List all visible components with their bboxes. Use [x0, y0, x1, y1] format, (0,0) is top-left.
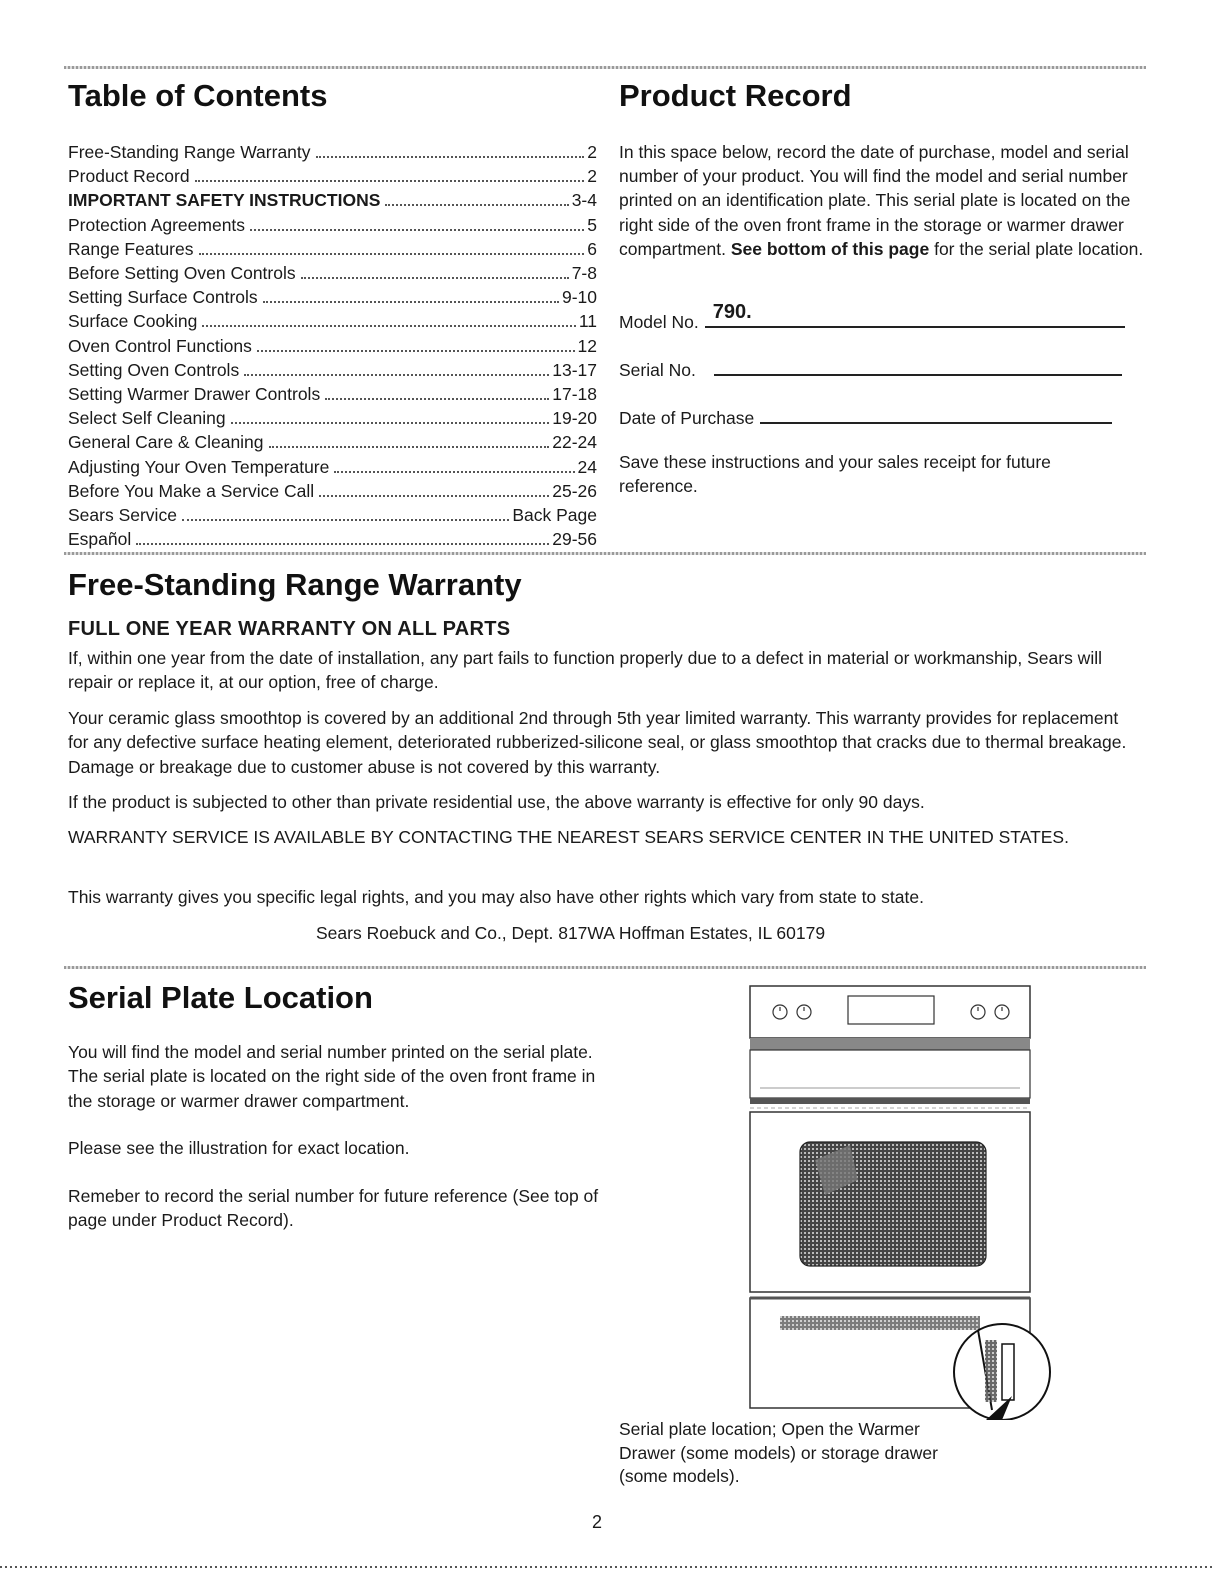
- toc-entry: [68, 406, 597, 430]
- toc-entry-label: Before Setting Oven Controls: [68, 263, 296, 284]
- top-rule: [64, 66, 1146, 69]
- toc-entry-label: General Care & Cleaning: [68, 432, 264, 453]
- serial-plate-paragraph-1: You will find the model and serial number printed on the serial plate. The serial plate is located on the right side of the oven front frame in the storage or warmer drawer compartment.: [68, 1042, 596, 1111]
- section-rule-2: [64, 966, 1146, 969]
- serial-number-line: [714, 354, 1122, 376]
- toc-entry-label: Setting Oven Controls: [68, 359, 240, 380]
- toc-entry: [68, 527, 597, 551]
- toc-leader-dots: [334, 471, 574, 473]
- save-instructions-note: Save these instructions and your sales receipt for future reference.: [619, 452, 1051, 497]
- toc-entry: [68, 479, 597, 503]
- toc-entry-page: 25-26: [552, 480, 597, 501]
- toc-entry-page: 29-56: [552, 529, 597, 550]
- toc-entry-label: IMPORTANT SAFETY INSTRUCTIONS: [68, 190, 381, 211]
- control-panel: [750, 986, 1030, 1038]
- toc-leader-dots: [316, 156, 585, 158]
- toc-entry-page: 5: [587, 214, 597, 235]
- toc-entry: [68, 213, 597, 237]
- toc-entry: [68, 455, 597, 479]
- toc-leader-dots: [385, 204, 568, 206]
- product-record-intro: In this space below, record the date of purchase, model and serial number of your product. You will find the model and serial number printed on an identification plate. This serial plate is located on the right side of the oven front frame in the storage or warmer drawer compartment. See bottom of this page for the serial plate location.: [619, 142, 1144, 259]
- bottom-rule: [0, 1566, 1213, 1568]
- toc-entry-page: 13-17: [552, 359, 597, 380]
- toc-leader-dots: [257, 350, 575, 352]
- serial-plate-caption: Serial plate location; Open the Warmer Drawer (some models) or storage drawer (some models).: [619, 1419, 938, 1486]
- toc-entry: [68, 430, 597, 454]
- toc-leader-dots: [202, 325, 575, 327]
- toc-entry: [68, 503, 597, 527]
- warranty-paragraph-3: If the product is subjected to other than private residential use, the above warranty is effective for only 90 days.: [68, 792, 925, 812]
- toc-entry-label: Español: [68, 529, 132, 550]
- toc-entry: [68, 358, 597, 382]
- toc-entry-label: Setting Surface Controls: [68, 287, 258, 308]
- model-number-line: [705, 301, 1125, 328]
- page-number: 2: [592, 1512, 603, 1532]
- toc-entry: [68, 309, 597, 333]
- toc-entry-label: Free-Standing Range Warranty: [68, 142, 311, 162]
- serial-plate-paragraph-3: Remeber to record the serial number for future reference (See top of page under Product Record).: [68, 1186, 599, 1231]
- toc-entry-page: 7-8: [571, 263, 597, 284]
- warranty-paragraph-5: This warranty gives you specific legal rights, and you may also have other rights which vary from state to state.: [68, 887, 924, 907]
- toc-entry: [68, 261, 597, 285]
- toc-entry-page: 12: [577, 335, 597, 356]
- toc-entry-page: 2: [587, 142, 597, 162]
- toc-leader-dots: [269, 446, 550, 448]
- toc-leader-dots: [319, 495, 549, 497]
- toc-leader-dots: [136, 543, 549, 545]
- toc-leader-dots: [301, 277, 569, 279]
- warranty-paragraph-2: Your ceramic glass smoothtop is covered by an additional 2nd through 5th year limited warranty. This warranty provides for replacement for any defective surface heating element, deteriorated rubberized-silicone seal, or glass smoothtop that cracks due to thermal breakage. Damage or breakage due to customer abuse is not covered by this warranty.: [68, 708, 1127, 777]
- toc-entry-label: Product Record: [68, 166, 190, 187]
- serial-number-label: Serial No.: [619, 360, 696, 380]
- range-illustration: [740, 980, 1060, 1420]
- toc-entry-page: 6: [587, 238, 597, 259]
- toc-entry-page: 3-4: [571, 190, 597, 211]
- model-number-field: [619, 301, 1125, 333]
- warranty-paragraph-4: WARRANTY SERVICE IS AVAILABLE BY CONTACTING THE NEAREST SEARS SERVICE CENTER IN THE UNITED STATES.: [68, 827, 1069, 847]
- date-of-purchase-label: Date of Purchase: [619, 408, 755, 428]
- toc-leader-dots: [195, 180, 585, 182]
- toc-leader-dots: [325, 398, 549, 400]
- model-number-value: 790.: [712, 301, 752, 323]
- toc-leader-dots: [199, 253, 585, 255]
- toc-entry-label: Surface Cooking: [68, 311, 198, 332]
- toc-entry: [68, 334, 597, 358]
- toc-leader-dots: [263, 301, 559, 303]
- serial-plate-paragraph-2: Please see the illustration for exact location.: [68, 1138, 410, 1158]
- toc-entry-label: Sears Service: [68, 505, 177, 526]
- toc-entry-label: Setting Warmer Drawer Controls: [68, 384, 321, 405]
- date-of-purchase-line: [760, 402, 1112, 424]
- toc-entry-label: Protection Agreements: [68, 214, 246, 235]
- serial-number-field: [619, 354, 1122, 381]
- model-number-label: Model No.: [619, 312, 699, 332]
- toc-title: Table of Contents: [68, 78, 328, 113]
- toc-list: [68, 140, 597, 551]
- toc-leader-dots: [182, 519, 509, 521]
- toc-entry-page: 2: [587, 166, 597, 187]
- toc-entry: [68, 237, 597, 261]
- warranty-address: Sears Roebuck and Co., Dept. 817WA Hoffman Estates, IL 60179: [316, 923, 826, 943]
- toc-entry-page: Back Page: [512, 505, 597, 526]
- toc-leader-dots: [244, 374, 549, 376]
- date-of-purchase-field: [619, 402, 1112, 429]
- toc-leader-dots: [231, 422, 550, 424]
- product-record-title: Product Record: [619, 78, 852, 113]
- warranty-subtitle: FULL ONE YEAR WARRANTY ON ALL PARTS: [68, 618, 511, 640]
- toc-entry-page: 11: [578, 311, 597, 332]
- toc-entry-label: Adjusting Your Oven Temperature: [68, 456, 330, 477]
- toc-leader-dots: [250, 229, 584, 231]
- toc-entry-page: 9-10: [561, 287, 597, 308]
- toc-entry: [68, 164, 597, 188]
- warranty-title: Free-Standing Range Warranty: [68, 567, 522, 602]
- toc-entry: [68, 285, 597, 309]
- toc-entry: [68, 140, 597, 164]
- toc-entry-page: 19-20: [552, 408, 597, 429]
- toc-entry-page: 22-24: [552, 432, 597, 453]
- toc-entry-label: Select Self Cleaning: [68, 408, 226, 429]
- serial-plate-icon: [1002, 1344, 1014, 1400]
- toc-entry: [68, 188, 597, 212]
- section-rule-1: [64, 552, 1146, 555]
- toc-entry: [68, 382, 597, 406]
- toc-entry-page: 24: [577, 456, 597, 477]
- warranty-paragraph-1: If, within one year from the date of installation, any part fails to function properly due to a defect in material or workmanship, Sears will repair or replace it, at our option, free of charge.: [68, 648, 1102, 693]
- serial-plate-title: Serial Plate Location: [68, 980, 373, 1015]
- toc-entry-label: Before You Make a Service Call: [68, 480, 315, 501]
- toc-entry-label: Oven Control Functions: [68, 335, 252, 356]
- toc-entry-label: Range Features: [68, 238, 194, 259]
- toc-entry-page: 17-18: [552, 384, 597, 405]
